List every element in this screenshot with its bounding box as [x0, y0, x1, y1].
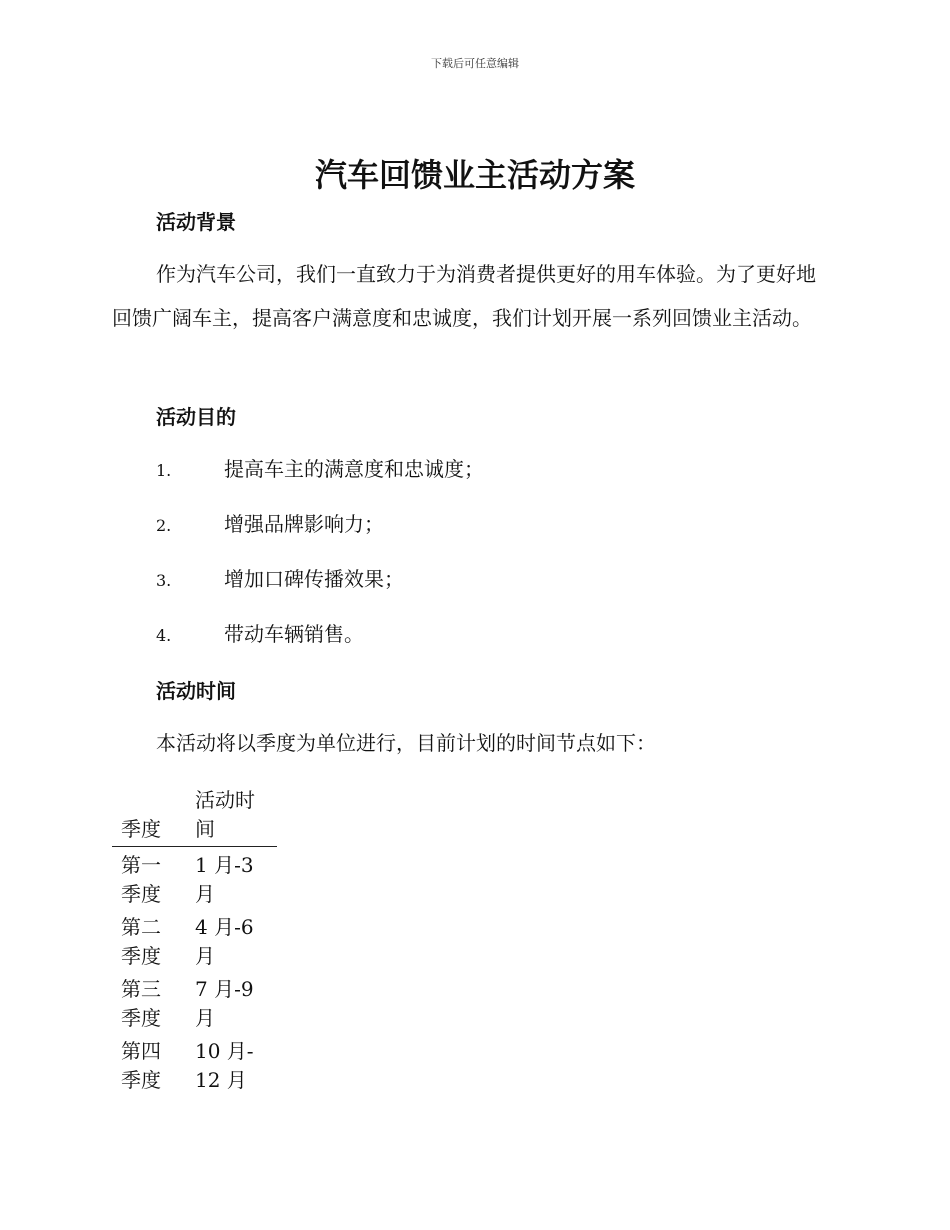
- list-item-text: 增强品牌影响力；: [224, 512, 384, 536]
- background-paragraph: 作为汽车公司，我们一直致力于为消费者提供更好的用车体验。为了更好地回馈广阔车主，提高客户满意度和忠诚度，我们计划开展一系列回馈业主活动。: [112, 262, 816, 330]
- table-row: [112, 971, 277, 1033]
- list-item: [156, 455, 484, 485]
- table-row: [112, 909, 277, 971]
- cell-text: 月: [195, 882, 215, 906]
- cell-text: 第三: [121, 977, 161, 1001]
- table-cell-quarter: [112, 971, 185, 1033]
- document-title: 汽车回馈业主活动方案: [314, 156, 635, 194]
- table-header-row: [112, 786, 277, 847]
- schedule-table: [112, 786, 277, 1095]
- cell-text: 季度: [121, 1006, 161, 1030]
- table-header-quarter: [112, 786, 185, 847]
- page-header-note: 下载后可任意编辑: [431, 57, 519, 70]
- table-cell-time: [185, 1033, 277, 1095]
- table-header-activity-time: [185, 786, 277, 847]
- list-item-number: 4.: [156, 626, 172, 645]
- cell-text: 7 月-9: [195, 977, 254, 1001]
- header-text: 间: [195, 817, 215, 841]
- cell-text: 第四: [121, 1039, 161, 1063]
- table-cell-time: [185, 909, 277, 971]
- cell-text: 1 月-3: [195, 853, 254, 877]
- time-intro-paragraph: 本活动将以季度为单位进行，目前计划的时间节点如下：: [156, 731, 656, 755]
- list-item-number: 2.: [156, 516, 172, 535]
- cell-text: 12 月: [195, 1068, 247, 1092]
- list-item-number: 3.: [156, 571, 172, 590]
- section-heading-goals: 活动目的: [156, 405, 236, 429]
- section-heading-time: 活动时间: [156, 679, 236, 703]
- table-cell-time: [185, 971, 277, 1033]
- cell-text: 月: [195, 944, 215, 968]
- cell-text: 10 月-: [195, 1039, 254, 1063]
- list-item-text: 增加口碑传播效果；: [224, 567, 404, 591]
- cell-text: 季度: [121, 944, 161, 968]
- table-cell-quarter: [112, 909, 185, 971]
- table-cell-quarter: [112, 847, 185, 910]
- cell-text: 月: [195, 1006, 215, 1030]
- table-cell-time: [185, 847, 277, 910]
- list-item-text: 提高车主的满意度和忠诚度；: [224, 457, 484, 481]
- table-row: [112, 847, 277, 910]
- cell-text: 第一: [121, 853, 161, 877]
- table-row: [112, 1033, 277, 1095]
- list-item-text: 带动车辆销售。: [224, 622, 364, 646]
- table-cell-quarter: [112, 1033, 185, 1095]
- cell-text: 4 月-6: [195, 915, 254, 939]
- cell-text: 季度: [121, 1068, 161, 1092]
- cell-text: 第二: [121, 915, 161, 939]
- cell-text: 季度: [121, 882, 161, 906]
- list-item: [156, 565, 404, 595]
- list-item: [156, 510, 384, 540]
- header-text: 季度: [121, 817, 161, 841]
- section-heading-background: 活动背景: [156, 210, 236, 234]
- list-item: [156, 620, 364, 650]
- header-text: 活动时: [195, 788, 255, 812]
- list-item-number: 1.: [156, 461, 172, 480]
